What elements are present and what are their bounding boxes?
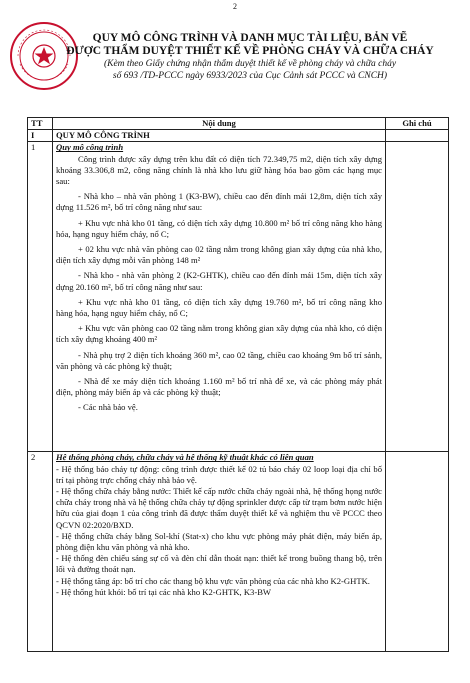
row-content [53, 142, 386, 452]
content-table [27, 117, 449, 652]
list-item: - Hệ thống hút khói: bố trí tại các nhà kho K2-GHTK, K3-BW [56, 586, 272, 597]
row-number: 1 [28, 142, 53, 452]
paragraph: - Nhà kho – nhà văn phòng 1 (K3-BW), chiều cao đến đỉnh mái 12,8m, diện tích xây dựng 11.526 m², bố trí công năng như sau: [56, 191, 382, 213]
paragraph: + 02 khu vực nhà văn phòng cao 02 tầng nằm trong không gian xây dựng của nhà kho, diện tích xây dựng mỗi văn phòng 148 m² [56, 244, 382, 266]
row-content [53, 452, 386, 652]
document-title-line-2: ĐƯỢC THẨM DUYỆT THIẾT KẾ VỀ PHÒNG CHÁY VÀ CHỮA CHÁY [66, 45, 434, 57]
list-item: - Hệ thống báo cháy tự động: công trình được thiết kế 02 tủ báo cháy 02 loop loại địa chỉ bố trí tại phòng trực chống cháy nhà bảo vệ. [56, 463, 382, 485]
table-row [28, 142, 449, 452]
paragraph: + Khu vực văn phòng cao 02 tầng nằm trong không gian xây dựng của nhà kho, có diện tích xây dựng khoảng 400 m² [56, 323, 382, 345]
document-header [60, 32, 440, 82]
row-note [386, 452, 449, 652]
paragraph: Công trình được xây dựng trên khu đất có diện tích 72.349,75 m2, diện tích xây dựng khoảng 33.306,8 m2, công năng chính là nhà kho lưu giữ hàng hóa bao gồm các hạng mục sau: [56, 153, 382, 187]
section-note [386, 130, 449, 142]
row-note [386, 142, 449, 452]
section-number: I [28, 130, 53, 142]
section-title: QUY MÔ CÔNG TRÌNH [53, 130, 386, 142]
paragraph: - Các nhà bảo vệ. [78, 402, 138, 413]
list-item: - Hệ thống chữa cháy bằng nước: Thiết kế cấp nước chữa cháy ngoài nhà, hệ thống họng nước chữa cháy trong nhà và hệ thống chữa cháy tự động sprinkler được cấp từ trạm bơm nước hiện hữu của giai đoạn 1 của công trình đã được thẩm duyệt thiết kế và nghiệm thu về PCCC theo QCVN 02:2020/BXD. [56, 486, 382, 530]
document-subtitle-line-2: số 693 /TD-PCCC ngày 6933/2023 của Cục Cảnh sát PCCC và CNCH) [112, 71, 388, 81]
section-row [28, 130, 449, 142]
page-number: 2 [233, 2, 237, 11]
row-subtitle: Quy mô công trình [56, 142, 124, 153]
paragraph: + Khu vực nhà kho 01 tầng, có diện tích xây dựng 19.760 m², bố trí công năng kho hàng hóa, hạng nguy hiểm cháy, nổ C; [56, 296, 382, 319]
paragraph: - Nhà phụ trợ 2 diện tích khoảng 360 m², cao 02 tầng, chiều cao khoảng 9m bố trí sảnh, văn phòng và các phòng kỹ thuật; [56, 349, 382, 371]
document-subtitle-line-1: (Kèm theo Giấy chứng nhận thẩm duyệt thiết kế về phòng cháy và chữa cháy [103, 59, 397, 69]
header-content: Nội dung [53, 118, 386, 130]
row-number: 2 [28, 452, 53, 652]
row-subtitle: Hệ thống phòng cháy, chữa cháy và hệ thống kỹ thuật khác có liên quan [56, 452, 314, 463]
header-tt: TT [28, 118, 53, 130]
header-note: Ghi chú [386, 118, 449, 130]
table-header-row [28, 118, 449, 130]
list-item: - Hệ thống đèn chiếu sáng sự cố và đèn chỉ dẫn thoát nạn: thiết kế trong buồng thang bộ, trên lối và đường thoát nạn. [56, 553, 382, 575]
list-item: - Hệ thống tăng áp: bố trí cho các thang bộ khu vực văn phòng của các nhà kho K2-GHTK. [56, 575, 370, 586]
list-item: - Hệ thống chữa cháy bằng Sol-khí (Stat-x) cho khu vực phòng máy phát điện, máy biến áp, phòng điện khu văn phòng và nhà kho. [56, 530, 382, 553]
paragraph: + Khu vực nhà kho 01 tầng, có diện tích xây dựng 10.800 m² bố trí công năng kho hàng hóa, hạng nguy hiểm cháy, nổ C; [56, 217, 382, 239]
document-title-line-1: QUY MÔ CÔNG TRÌNH VÀ DANH MỤC TÀI LIỆU, BẢN VẼ [92, 32, 408, 44]
paragraph: - Nhà để xe máy diện tích khoảng 1.160 m² bố trí nhà để xe, và các phòng máy phát điện, phòng máy biến áp và các phòng kỹ thuật; [56, 376, 382, 398]
paragraph: - Nhà kho - nhà văn phòng 2 (K2-GHTK), chiều cao đến đỉnh mái 15m, diện tích xây dựng 20.160 m², bố trí công năng như sau: [56, 270, 382, 292]
table-row [28, 452, 449, 652]
